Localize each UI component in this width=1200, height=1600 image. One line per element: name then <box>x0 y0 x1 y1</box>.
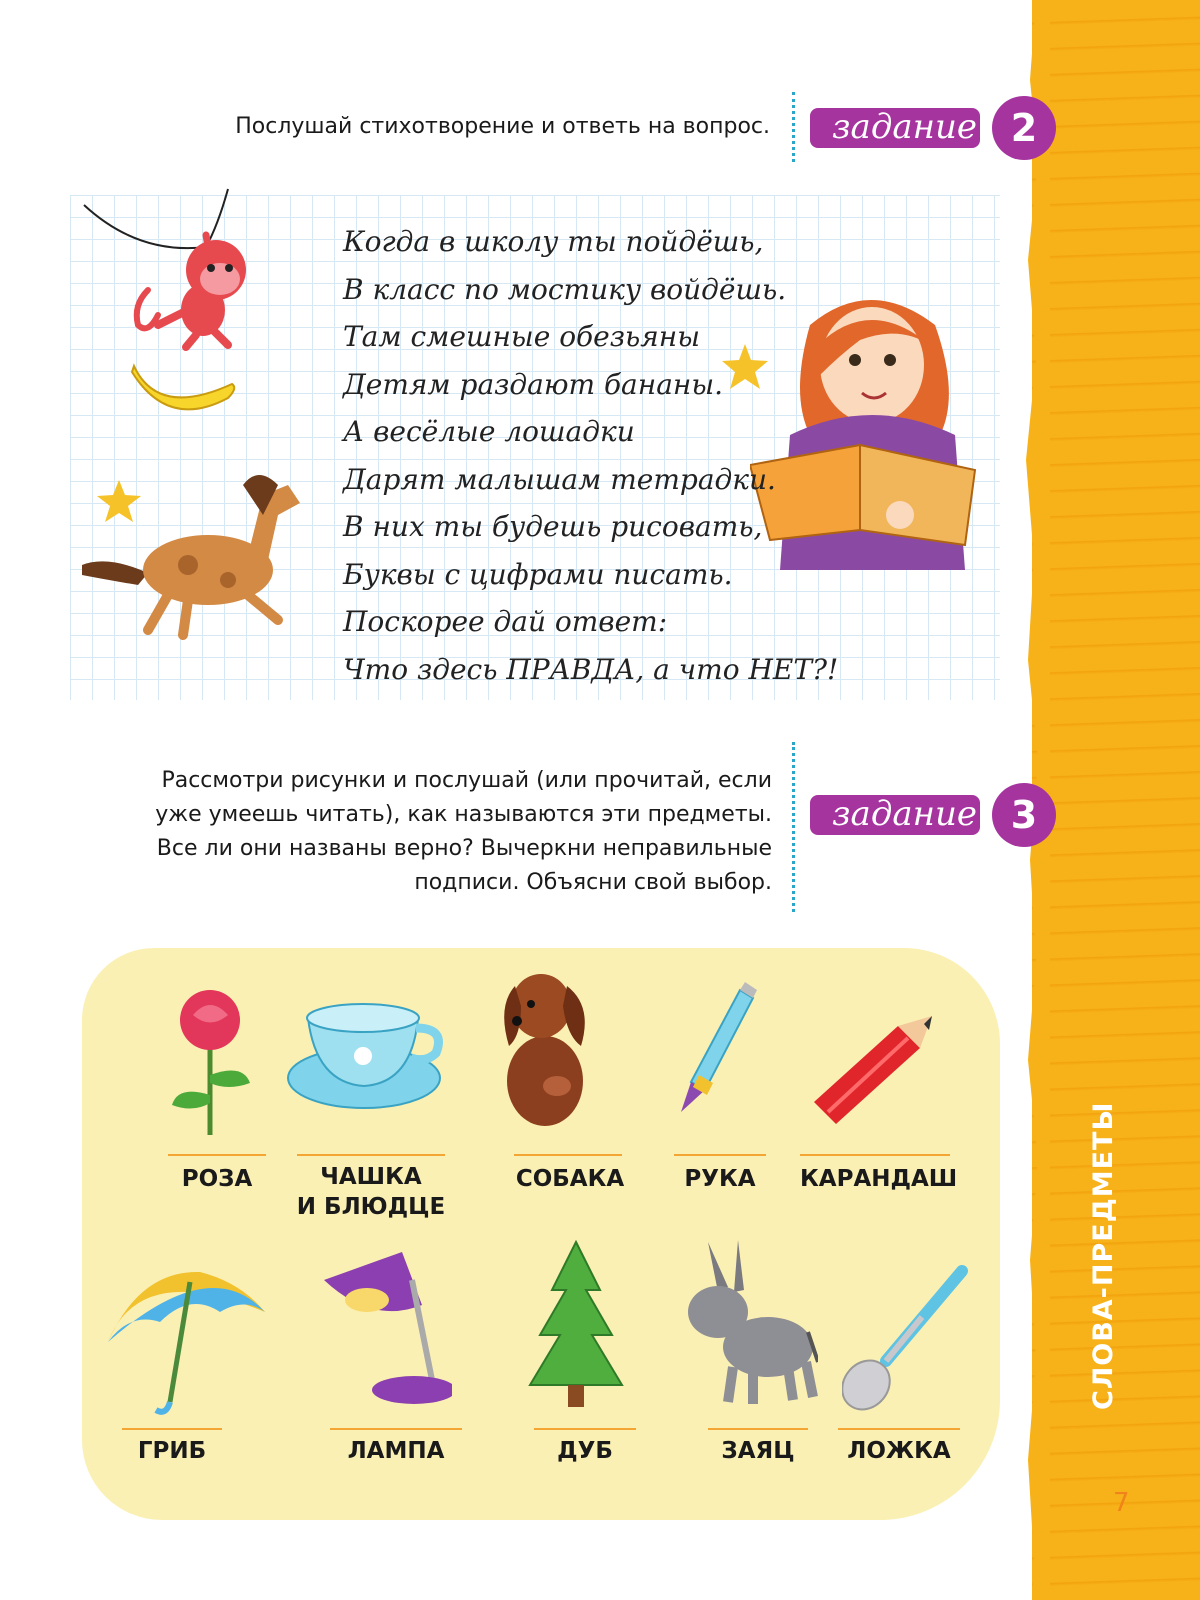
label-line <box>534 1428 636 1430</box>
item-label: ГРИБ <box>137 1438 207 1464</box>
item-label: РУКА <box>684 1166 756 1192</box>
banana-icon <box>128 358 243 423</box>
task2-divider <box>792 92 795 162</box>
task2-label: задание <box>810 108 980 148</box>
poem-line: Когда в школу ты пойдёшь, <box>343 225 764 258</box>
item-label <box>287 1162 455 1222</box>
label-line <box>708 1428 808 1430</box>
label-line <box>674 1154 766 1156</box>
task3-divider <box>792 742 795 912</box>
task3-instruction-line: Рассмотри рисунки и послушай (или прочитай, если <box>161 768 772 793</box>
item-label: ЛАМПА <box>347 1438 445 1464</box>
task3-instruction-line: уже умеешь читать), как называются эти предметы. <box>155 802 772 827</box>
poem-line: А весёлые лошадки <box>343 415 635 448</box>
task3-instruction-line: Все ли они названы верно? Вычеркни неправильные <box>156 836 772 861</box>
cup-and-saucer-icon <box>286 998 446 1113</box>
item-label-line: ЧАШКА <box>320 1164 422 1190</box>
dog-icon <box>497 966 593 1131</box>
label-line <box>122 1428 222 1430</box>
poem-line: Поскорее дай ответ: <box>343 605 668 638</box>
task2-instruction: Послушай стихотворение и ответь на вопрос. <box>235 114 770 139</box>
poem <box>343 218 839 693</box>
label-line <box>297 1154 445 1156</box>
pencil-icon <box>808 1012 938 1127</box>
task3-label: задание <box>810 795 980 835</box>
task3-instruction <box>120 764 772 900</box>
poem-line: В класс по мостику войдёшь. <box>343 272 787 306</box>
task2-number: 2 <box>992 96 1056 160</box>
poem-line: Дарят малышам тетрадки. <box>343 462 776 496</box>
lamp-icon <box>322 1250 452 1415</box>
item-label: РОЗА <box>181 1166 253 1192</box>
horse-icon <box>78 445 308 645</box>
page-number: 7 <box>1113 1488 1130 1518</box>
item-label: ДУБ <box>557 1438 613 1464</box>
item-label: СОБАКА <box>515 1166 625 1192</box>
poem-line: Что здесь ПРАВДА, а что НЕТ?! <box>343 652 839 686</box>
rose-icon <box>168 985 253 1135</box>
item-label: ЛОЖКА <box>847 1438 951 1464</box>
task3-number: 3 <box>992 783 1056 847</box>
label-line <box>514 1154 622 1156</box>
label-line <box>330 1428 462 1430</box>
umbrella-icon <box>100 1252 275 1417</box>
monkey-icon <box>78 185 278 355</box>
poem-line: В них ты будешь рисовать, <box>343 510 763 543</box>
side-title: СЛОВА-ПРЕДМЕТЫ <box>1088 1101 1119 1410</box>
item-label: ЗАЯЦ <box>721 1438 795 1464</box>
donkey-icon <box>668 1232 818 1407</box>
label-line <box>168 1154 266 1156</box>
poem-line: Детям раздают бананы. <box>343 367 724 401</box>
item-label-line: И БЛЮДЦЕ <box>296 1194 446 1220</box>
task3-instruction-line: подписи. Объясни свой выбор. <box>414 870 772 895</box>
pen-icon <box>675 980 765 1130</box>
label-line <box>800 1154 950 1156</box>
poem-line: Там смешные обезьяны <box>343 320 701 353</box>
item-label: КАРАНДАШ <box>800 1166 958 1192</box>
fir-tree-icon <box>526 1240 626 1410</box>
label-line <box>838 1428 960 1430</box>
spoon-icon <box>842 1265 972 1415</box>
poem-line: Буквы с цифрами писать. <box>343 557 733 591</box>
